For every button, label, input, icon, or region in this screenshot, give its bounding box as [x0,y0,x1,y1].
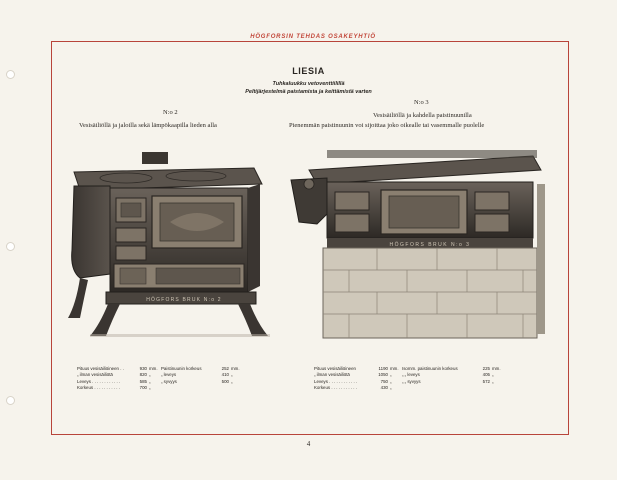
spec-cell: 820 [139,372,147,378]
spec-cell: „ „ leveys [402,372,420,378]
stove-2-number: N:o 2 [163,109,178,116]
spec-cell: „ [492,372,494,378]
spec-cell: 700 [139,384,147,390]
spec-cell: Leveys . . . . . . . . . . . . [314,378,358,384]
spec-cell: „ [390,378,392,384]
spec-cell: „ syvyys [161,378,177,384]
stove-3-description-1: Vesisäiliöllä ja kahdella paistinuunilla [373,112,472,119]
spec-cell: „ [149,384,151,390]
stove-3-cast-lettering: HÖGFORS BRUK N:o 3 [389,242,471,248]
spec-cell: „ [149,372,151,378]
page-number: 4 [306,440,311,448]
binder-hole [6,242,15,251]
spec-row [77,385,241,391]
spec-cell: „ [231,372,233,378]
spec-cell: Pituus vesisäiliöineen . . [77,366,124,371]
spec-cell: 410 [221,372,229,378]
spec-cell: Leveys . . . . . . . . . . . . [77,378,121,384]
stove-2-specs [77,366,241,391]
stove-3-specs [314,366,502,391]
subtitle-damper-system: Peltijärjestelmä paistamista ja keittämistä varten [245,89,372,95]
spec-cell: 585 [139,378,147,384]
spec-cell: „ ilman vesisäiliötä [314,372,350,378]
spec-cell: „ [390,372,392,378]
spec-cell: 1190 [378,366,388,371]
spec-cell: Pituus vesisäiliöineen [314,366,356,371]
spec-cell: Paistinuunin korkeus [161,366,202,371]
spec-cell: 405 [482,372,490,378]
spec-cell: „ „ syvyys [402,378,421,384]
subtitle-ash-door: Tuhkaluukku vetoventtiilillä [272,81,345,87]
page-title: LIESIA [292,66,325,76]
spec-cell: 252 [221,366,229,371]
spec-cell: mm. [149,366,158,371]
spec-cell: Korkeus . . . . . . . . . . . [77,384,120,390]
spec-cell: „ [231,378,233,384]
spec-cell: 225 [482,366,490,371]
stove-3-description-2: Pienemmän paistinuunin voi sijoittaa joko oikealle tai vasemmalle puolelle [289,122,485,129]
spec-cell: Isomm. paistinuunin korkeus [402,366,458,371]
spec-cell: 930 [139,366,147,371]
spec-row [314,385,502,391]
spec-cell: 572 [482,378,490,384]
spec-cell: 500 [221,378,229,384]
company-header: HÖGFORSIN TEHDAS OSAKEYHTIÖ [245,34,381,40]
spec-cell: 1050 [378,372,388,378]
spec-cell: mm. [492,366,501,371]
spec-cell: mm. [231,366,240,371]
spec-cell: „ ilman vesisäiliötä [77,372,113,378]
stove-2-description: Vesisäiliöllä ja jaloilla sekä lämpökaapilla lieden alla [79,122,217,129]
spec-cell: mm. [390,366,399,371]
spec-cell: Korkeus . . . . . . . . . . . [314,384,357,390]
spec-cell: „ leveys [161,372,177,378]
stove-2-cast-lettering: HÖGFORS BRUK N:o 2 [146,297,222,303]
spec-cell: 750 [380,378,388,384]
spec-cell: „ [390,384,392,390]
spec-cell: „ [492,378,494,384]
binder-hole [6,396,15,405]
stove-3-illustration [287,140,547,340]
spec-cell: „ [149,378,151,384]
spec-cell: 430 [380,384,388,390]
stove-2-illustration [66,150,276,350]
stove-3-number: N:o 3 [414,99,429,106]
